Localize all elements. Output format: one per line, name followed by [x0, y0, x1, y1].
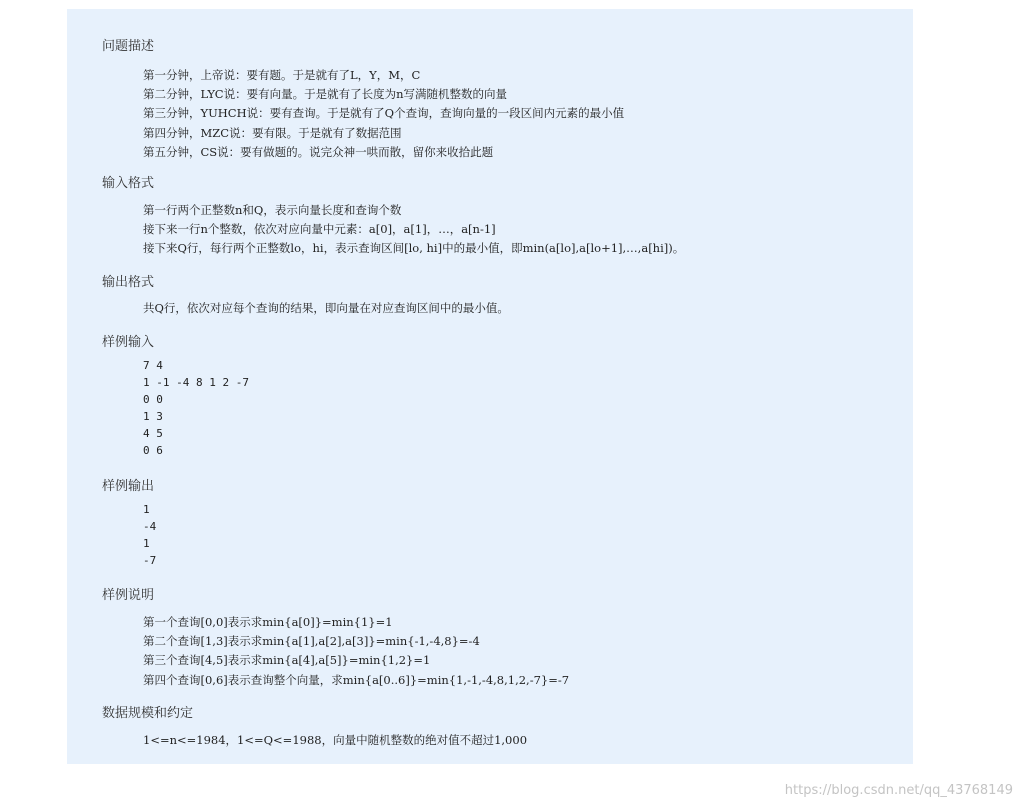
section-heading: 输入格式 [102, 176, 155, 191]
section-sample-output [102, 478, 156, 569]
section-sample-explanation [102, 587, 569, 690]
code-line: 1 [143, 503, 150, 516]
watermark-url: https://blog.csdn.net/qq_43768149 [784, 783, 1013, 798]
section-body [143, 731, 527, 750]
code-line: -7 [143, 554, 157, 567]
section-heading: 样例输出 [102, 479, 155, 494]
code-line: -4 [143, 520, 157, 533]
text-line: 第三个查询[4,5]表示求min{a[4],a[5]}=min{1,2}=1 [143, 653, 431, 668]
code-line: 0 0 [143, 393, 163, 406]
text-line: 共Q行，依次对应每个查询的结果，即向量在对应查询区间中的最小值。 [143, 301, 509, 315]
section-body [143, 66, 624, 162]
text-line: 第一行两个正整数n和Q，表示向量长度和查询个数 [143, 203, 402, 217]
text-line: 接下来Q行，每行两个正整数lo，hi，表示查询区间[lo, hi]中的最小值，即min(a[lo],a[lo+1],…,a[hi])。 [143, 241, 685, 256]
section-heading: 数据规模和约定 [102, 706, 194, 721]
text-line: 第四个查询[0,6]表示查询整个向量，求min{a[0..6]}=min{1,-1,-4,8,1,2,-7}=-7 [143, 672, 570, 687]
text-line: 第三分钟，YUHCH说：要有查询。于是就有了Q个查询，查询向量的一段区间内元素的最小值 [143, 106, 625, 121]
section-body [143, 299, 509, 318]
code-line: 1 [143, 537, 150, 550]
section-sample-input [102, 334, 249, 459]
code-line: 0 6 [143, 444, 163, 457]
section-input-format [102, 175, 684, 259]
section-heading: 问题描述 [102, 39, 155, 54]
code-line: 7 4 [143, 359, 163, 372]
section-output-format [102, 274, 509, 318]
section-description [102, 38, 624, 162]
section-heading: 样例说明 [102, 588, 155, 603]
text-line: 1<=n<=1984，1<=Q<=1988，向量中随机整数的绝对值不超过1,000 [143, 733, 528, 747]
sample-output-block [143, 501, 156, 569]
section-heading: 输出格式 [102, 275, 155, 290]
code-line: 1 3 [143, 410, 163, 423]
text-line: 第二个查询[1,3]表示求min{a[1],a[2],a[3]}=min{-1,-4,8}=-4 [143, 634, 480, 649]
section-heading: 样例输入 [102, 335, 155, 350]
text-line: 第一个查询[0,0]表示求min{a[0]}=min{1}=1 [143, 615, 393, 629]
text-line: 第四分钟，MZC说：要有限。于是就有了数据范围 [143, 125, 402, 140]
section-constraints [102, 705, 527, 750]
text-line: 接下来一行n个整数，依次对应向量中元素：a[0]，a[1]，…，a[n-1] [143, 222, 496, 237]
text-line: 第一分钟，上帝说：要有题。于是就有了L，Y，M，C [143, 68, 421, 82]
text-line: 第二分钟，LYC说：要有向量。于是就有了长度为n写满随机整数的向量 [143, 87, 507, 102]
code-line: 4 5 [143, 427, 163, 440]
section-body [143, 201, 684, 259]
problem-panel [67, 9, 913, 764]
code-line: 1 -1 -4 8 1 2 -7 [143, 376, 249, 389]
sample-input-block [143, 357, 249, 459]
section-body [143, 613, 569, 690]
text-line: 第五分钟，CS说：要有做题的。说完众神一哄而散，留你来收拾此题 [143, 144, 494, 159]
